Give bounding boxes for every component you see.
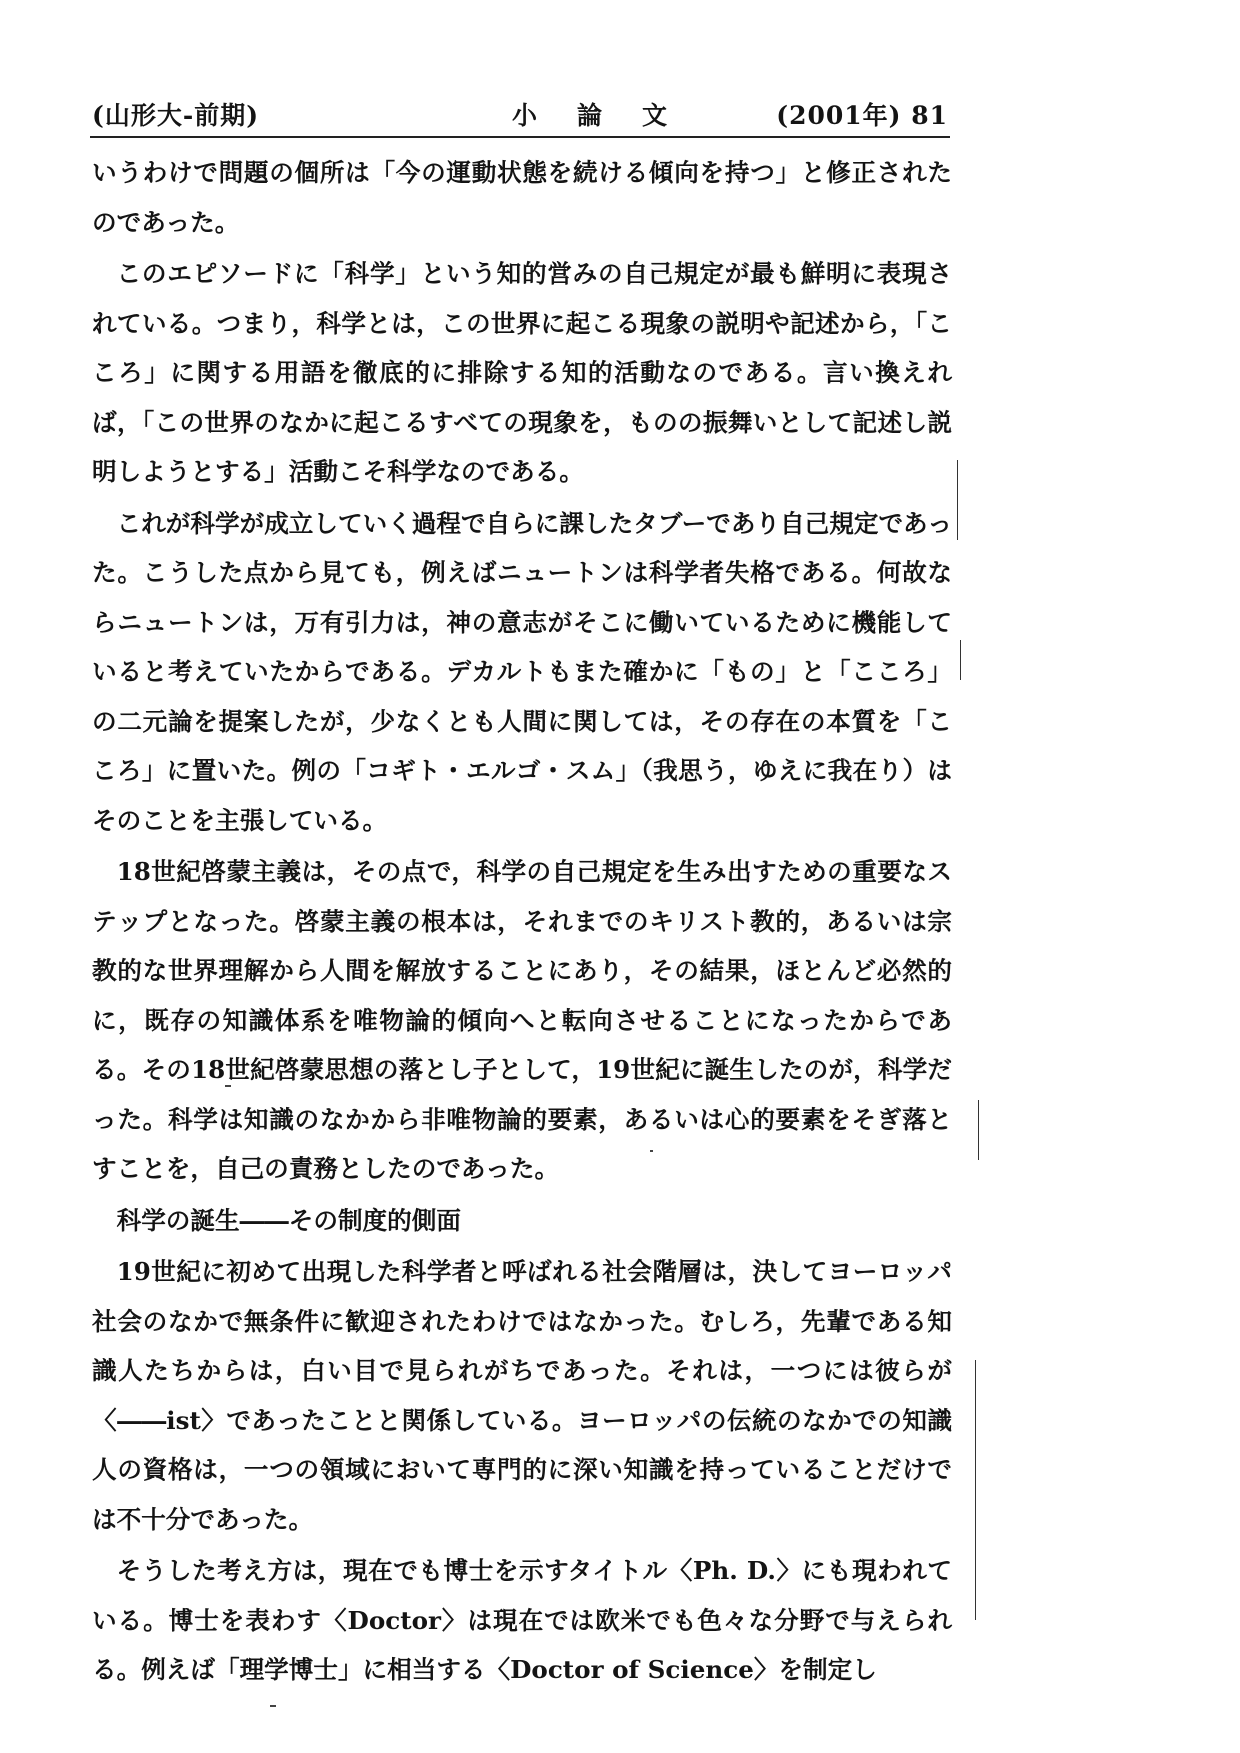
- scan-speck: [650, 1150, 653, 1152]
- margin-mark: [957, 460, 958, 540]
- header-subject: 小論文: [512, 101, 708, 130]
- paragraph: このエピソードに「科学」という知的営みの自己規定が最も鮮明に表現されている。つまり，科学とは，この世界に起こる現象の説明や記述から，「こころ」に関する用語を徹底的に排除する知的活動なのである。言い換えれば，「この世界のなかに起こるすべての現象を，ものの振舞いとして記述し説明しようとする」活動こそ科学なのである。: [92, 259, 952, 486]
- page-header: [92, 92, 948, 138]
- margin-mark: [960, 640, 961, 680]
- section-heading: 科学の誕生――その制度的側面: [116, 1205, 461, 1235]
- header-rule: [90, 136, 950, 138]
- paragraph: そうした考え方は，現在でも博士を示すタイトル〈Ph. D.〉にも現われている。博士を表わす〈Doctor〉は現在では欧米でも色々な分野で与えられる。例えば「理学博士」に相当する〈Doctor of Science〉を制定し: [92, 1556, 952, 1684]
- paragraph: 19世紀に初めて出現した科学者と呼ばれる社会階層は，決してヨーロッパ社会のなかで無条件に歓迎されたわけではなかった。むしろ，先輩である知識人たちからは，白い目で見られがちであった。それは，一つには彼らが〈――ist〉であったことと関係している。ヨーロッパの伝統のなかでの知識人の資格は，一つの領域において専門的に深い知識を持っていることだけでは不十分であった。: [92, 1257, 952, 1534]
- margin-mark: [975, 1360, 976, 1620]
- paragraph: これが科学が成立していく過程で自らに課したタブーであり自己規定であった。こうした点から見ても，例えばニュートンは科学者失格である。何故ならニュートンは，万有引力は，神の意志がそこに働いているために機能していると考えていたからである。デカルトもまた確かに「もの」と「こころ」の二元論を提案したが，少なくとも人間に関しては，その存在の本質を「こころ」に置いた。例の「コギト・エルゴ・スム」（我思う，ゆえに我在り）はそのことを主張している。: [92, 508, 952, 835]
- scan-speck: [270, 1705, 276, 1707]
- margin-mark: [978, 1100, 979, 1160]
- paragraph: 18世紀啓蒙主義は，その点で，科学の自己規定を生み出すための重要なステップとなった。啓蒙主義の根本は，それまでのキリスト教的，あるいは宗教的な世界理解から人間を解放することにあり，その結果，ほとんど必然的に，既存の知識体系を唯物論的傾向へと転向させることになったからである。その18世紀啓蒙思想の落とし子として，19世紀に誕生したのが，科学だった。科学は知識のなかから非唯物論的要素，あるいは心的要素をそぎ落とすことを，自己の責務としたのであった。: [92, 857, 952, 1183]
- header-year-page: (2001年) 81: [776, 101, 948, 130]
- header-source: (山形大-前期): [92, 101, 260, 130]
- paragraph: いうわけで問題の個所は「今の運動状態を続ける傾向を持つ」と修正されたのであった。: [92, 158, 952, 237]
- body-text: [92, 148, 952, 1697]
- scan-speck: [225, 1085, 231, 1087]
